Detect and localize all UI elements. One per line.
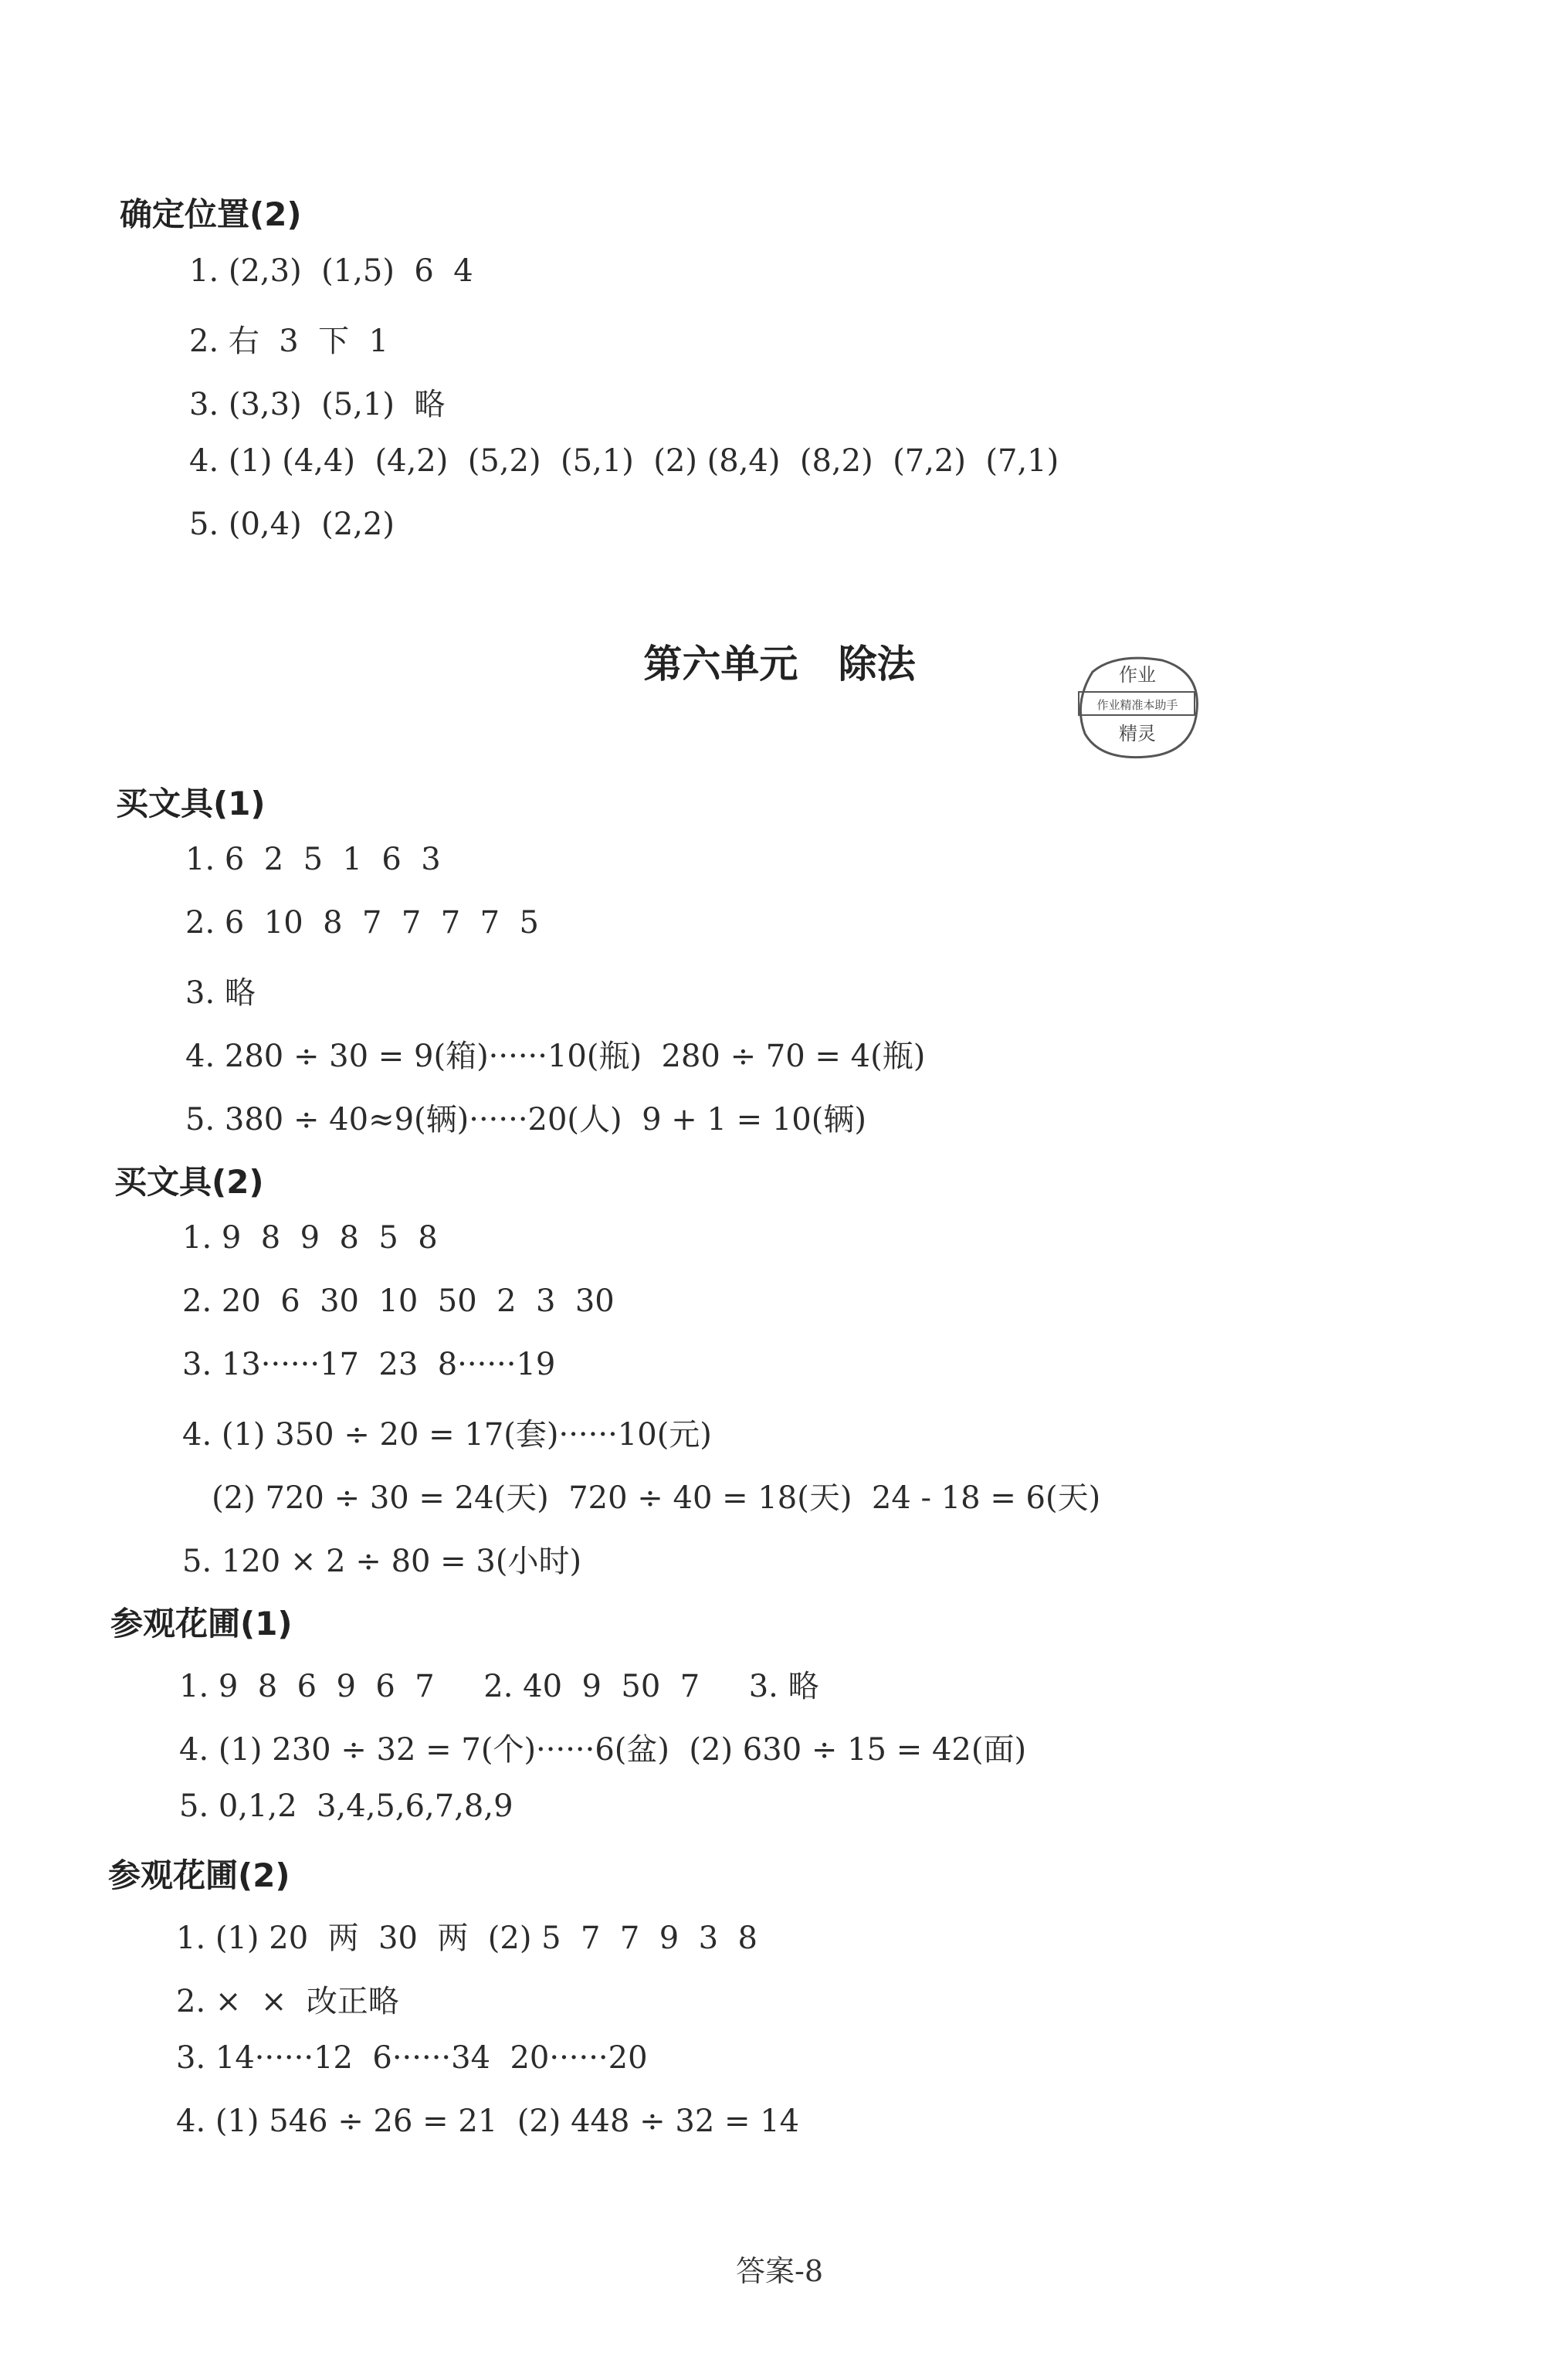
answer-line: 2. 右 3 下 1 xyxy=(189,324,389,359)
answer-line: 3. 14······12 6······34 20······20 xyxy=(176,2040,648,2076)
answer-line: 4. (1) 546 ÷ 26 = 21 (2) 448 ÷ 32 = 14 xyxy=(176,2104,800,2139)
answer-line: 1. (2,3) (1,5) 6 4 xyxy=(189,253,473,289)
answer-line: 1. 9 8 9 8 5 8 xyxy=(182,1220,438,1256)
answer-line: 4. (1) (4,4) (4,2) (5,2) (5,1) (2) (8,4) (8,2) (7,2) (7,1) xyxy=(189,443,1059,479)
answer-line: 4. (1) 230 ÷ 32 = 7(个)······6(盆) (2) 630 ÷ 15 = 42(面) xyxy=(179,1732,1027,1768)
section-title-position-2: 确定位置(2) xyxy=(120,195,302,233)
answer-line: 3. 略 xyxy=(185,975,256,1011)
answer-line: 5. (0,4) (2,2) xyxy=(189,507,395,542)
section-title-visit-garden-2: 参观花圃(2) xyxy=(108,1856,290,1894)
answer-line: 4. (1) 350 ÷ 20 = 17(套)······10(元) xyxy=(182,1417,712,1453)
answer-line: 2. 20 6 30 10 50 2 3 30 xyxy=(182,1283,615,1319)
homework-helper-stamp xyxy=(1069,649,1205,765)
answer-line: 4. 280 ÷ 30 = 9(箱)······10(瓶) 280 ÷ 70 = 4(瓶) xyxy=(185,1039,926,1074)
answer-line: 1. 6 2 5 1 6 3 xyxy=(185,842,441,877)
answer-line: 1. 9 8 6 9 6 7 2. 40 9 50 7 3. 略 xyxy=(179,1669,819,1704)
section-title-buy-stationery-1: 买文具(1) xyxy=(116,785,266,822)
section-title-visit-garden-1: 参观花圃(1) xyxy=(110,1605,293,1643)
stamp-text-middle: 作业精准本助手 xyxy=(1096,698,1178,712)
answer-line: 5. 0,1,2 3,4,5,6,7,8,9 xyxy=(179,1788,513,1824)
answer-line: 2. × × 改正略 xyxy=(176,1984,399,2019)
answer-line: 5. 120 × 2 ÷ 80 = 3(小时) xyxy=(182,1544,582,1579)
answer-line: 2. 6 10 8 7 7 7 7 5 xyxy=(185,905,539,941)
stamp-text-bottom: 精灵 xyxy=(1119,723,1156,744)
page-number: 答案-8 xyxy=(735,2254,824,2288)
answer-line: 1. (1) 20 两 30 两 (2) 5 7 7 9 3 8 xyxy=(176,1921,757,1956)
stamp-text-top: 作业 xyxy=(1119,664,1156,686)
section-title-buy-stationery-2: 买文具(2) xyxy=(114,1163,264,1201)
answer-line: 3. 13······17 23 8······19 xyxy=(182,1347,556,1382)
answer-line: 5. 380 ÷ 40≈9(辆)······20(人) 9 + 1 = 10(辆) xyxy=(185,1102,866,1137)
unit-title: 第六单元 除法 xyxy=(643,642,916,687)
answer-line: (2) 720 ÷ 30 = 24(天) 720 ÷ 40 = 18(天) 24 - 18 = 6(天) xyxy=(182,1480,1101,1516)
answer-line: 3. (3,3) (5,1) 略 xyxy=(189,387,446,422)
